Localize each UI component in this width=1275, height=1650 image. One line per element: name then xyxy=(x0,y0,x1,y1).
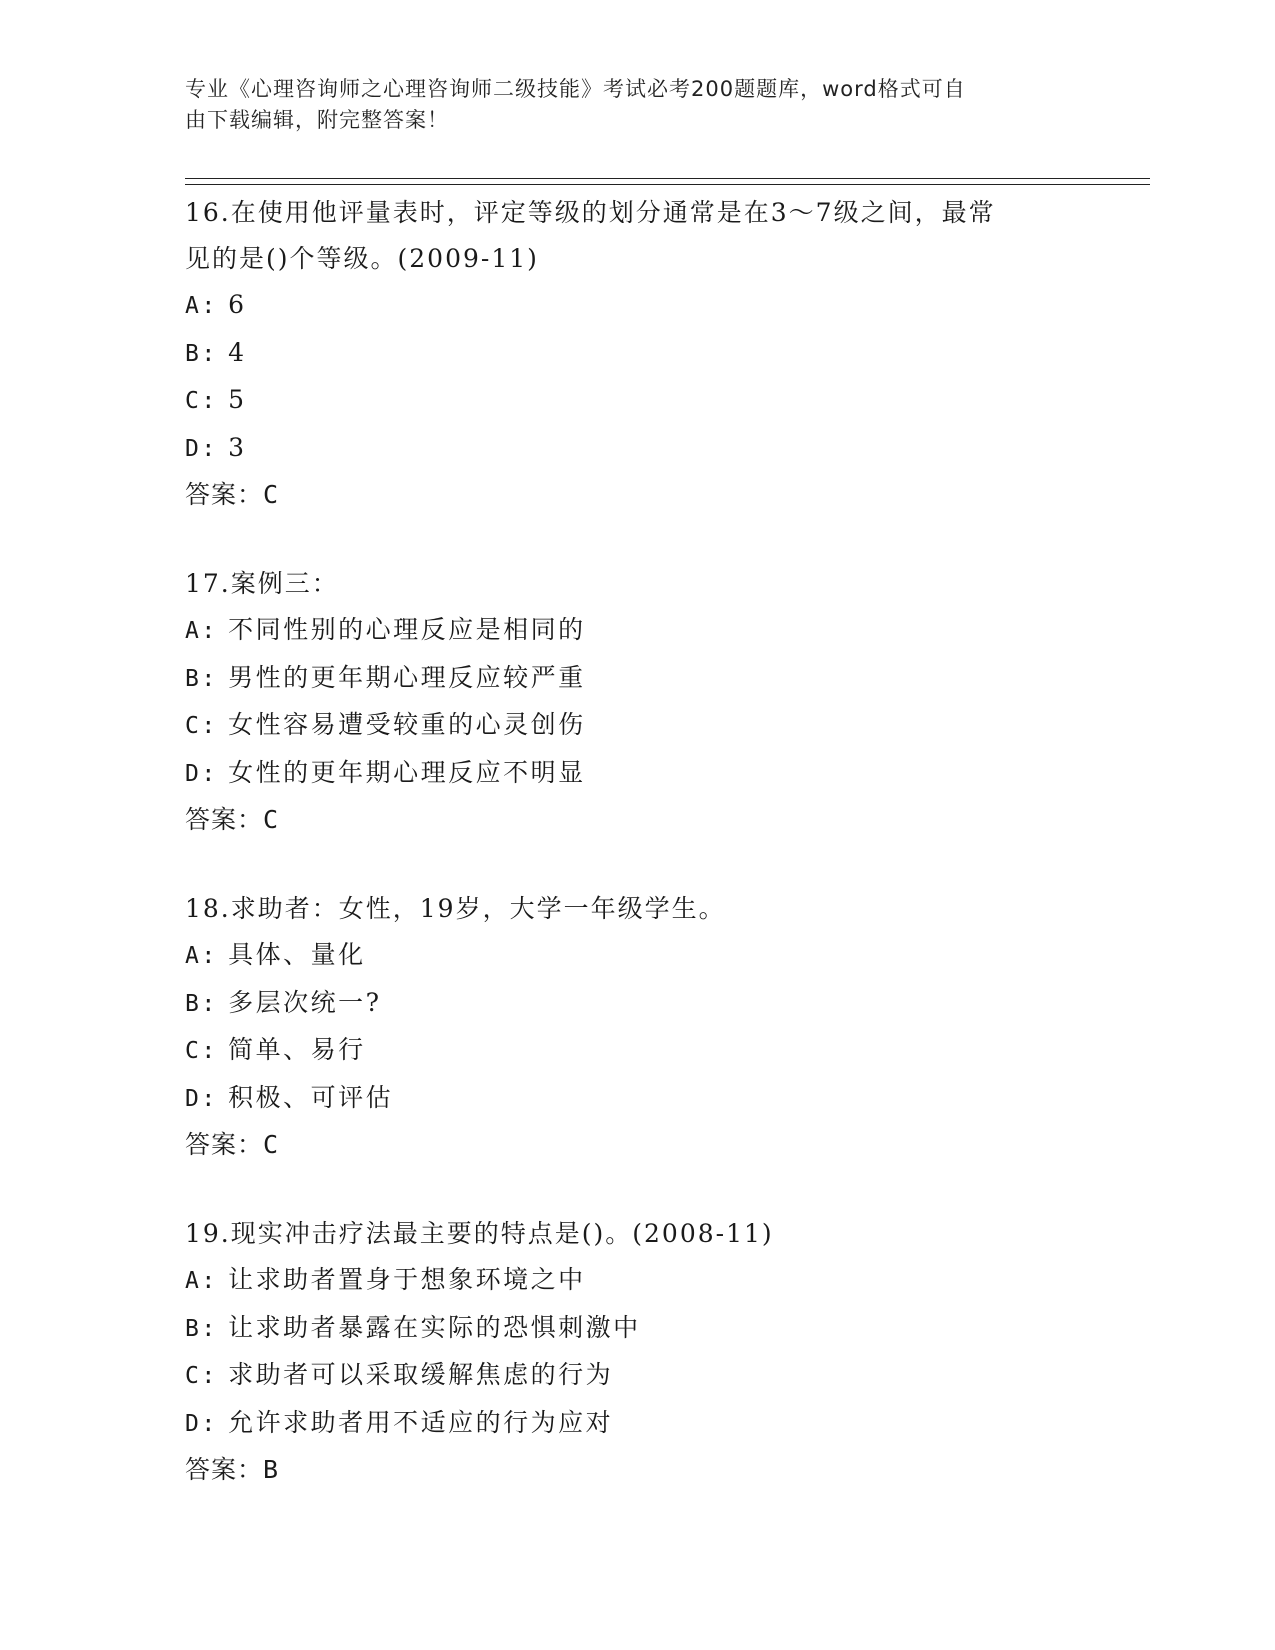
answer-line xyxy=(185,472,1085,518)
question-spacer xyxy=(185,518,1085,561)
answer-value: B xyxy=(263,1455,280,1484)
option-letter: B: xyxy=(185,990,218,1017)
option-letter: B: xyxy=(185,340,218,367)
option-letter: D: xyxy=(185,1410,218,1437)
option-letter: A: xyxy=(185,943,218,969)
option-letter: C: xyxy=(185,1363,218,1389)
header-line-1: 专业《心理咨询师之心理咨询师二级技能》考试必考200题题库，word格式可自 xyxy=(185,77,966,101)
option-text: 让求助者置身于想象环境之中 xyxy=(228,1265,586,1294)
option-text: 多层次统一? xyxy=(228,987,382,1017)
header-divider-top xyxy=(185,178,1150,179)
question-stem-line-2: 见的是()个等级。(2009-11) xyxy=(185,244,539,273)
option-b xyxy=(185,330,1085,378)
option-text: 不同性别的心理反应是相同的 xyxy=(228,615,586,644)
option-text: 具体、量化 xyxy=(228,940,366,969)
option-text: 积极、可评估 xyxy=(228,1082,394,1112)
answer-label: 答案： xyxy=(185,480,264,509)
option-d xyxy=(185,1075,1085,1123)
header-divider-bottom xyxy=(185,184,1150,185)
option-text: 简单、易行 xyxy=(228,1035,366,1064)
question-16 xyxy=(185,190,1085,518)
option-a xyxy=(185,282,1085,330)
option-letter: D: xyxy=(185,760,218,787)
option-c xyxy=(185,702,1085,750)
option-letter: C: xyxy=(185,713,218,739)
option-letter: B: xyxy=(185,665,218,692)
option-a xyxy=(185,932,1085,980)
option-text: 女性容易遭受较重的心灵创伤 xyxy=(228,710,586,739)
answer-label: 答案： xyxy=(185,805,264,834)
option-letter: A: xyxy=(185,618,218,644)
answer-line xyxy=(185,1447,1085,1493)
answer-label: 答案： xyxy=(185,1130,264,1159)
option-c xyxy=(185,1027,1085,1075)
option-text: 求助者可以采取缓解焦虑的行为 xyxy=(228,1360,614,1389)
option-b xyxy=(185,655,1085,703)
option-text: 6 xyxy=(228,290,247,319)
option-letter: C: xyxy=(185,388,218,414)
question-list xyxy=(185,190,1085,1493)
option-d xyxy=(185,750,1085,798)
question-spacer xyxy=(185,1168,1085,1211)
question-stem-line-1: 19.现实冲击疗法最主要的特点是()。(2008-11) xyxy=(185,1219,774,1248)
option-text: 允许求助者用不适应的行为应对 xyxy=(228,1407,614,1437)
question-17 xyxy=(185,561,1085,843)
question-stem-line-1: 16.在使用他评量表时，评定等级的划分通常是在3～7级之间，最常 xyxy=(185,198,996,227)
option-text: 4 xyxy=(228,337,247,367)
option-letter: C: xyxy=(185,1038,218,1064)
answer-line xyxy=(185,1122,1085,1168)
option-text: 女性的更年期心理反应不明显 xyxy=(228,757,586,787)
option-letter: D: xyxy=(185,1085,218,1112)
option-letter: D: xyxy=(185,435,218,462)
option-b xyxy=(185,980,1085,1028)
option-c xyxy=(185,1352,1085,1400)
answer-value: C xyxy=(263,1130,280,1159)
option-text: 3 xyxy=(228,432,247,462)
option-text: 男性的更年期心理反应较严重 xyxy=(228,662,586,692)
option-text: 让求助者暴露在实际的恐惧刺激中 xyxy=(228,1312,641,1342)
header-line-2: 由下载编辑，附完整答案！ xyxy=(185,108,449,132)
question-spacer xyxy=(185,843,1085,886)
question-stem-line-1: 17.案例三： xyxy=(185,569,339,598)
option-letter: A: xyxy=(185,1268,218,1294)
document-header xyxy=(185,74,1065,136)
option-d xyxy=(185,425,1085,473)
option-a xyxy=(185,1257,1085,1305)
answer-value: C xyxy=(263,480,280,509)
option-d xyxy=(185,1400,1085,1448)
answer-line xyxy=(185,797,1085,843)
option-text: 5 xyxy=(228,385,247,414)
question-19 xyxy=(185,1211,1085,1493)
option-letter: B: xyxy=(185,1315,218,1342)
question-18 xyxy=(185,886,1085,1168)
answer-label: 答案： xyxy=(185,1455,264,1484)
option-a xyxy=(185,607,1085,655)
question-stem-line-1: 18.求助者：女性，19岁，大学一年级学生。 xyxy=(185,894,726,923)
option-letter: A: xyxy=(185,293,218,319)
option-b xyxy=(185,1305,1085,1353)
option-c xyxy=(185,377,1085,425)
answer-value: C xyxy=(263,805,280,834)
